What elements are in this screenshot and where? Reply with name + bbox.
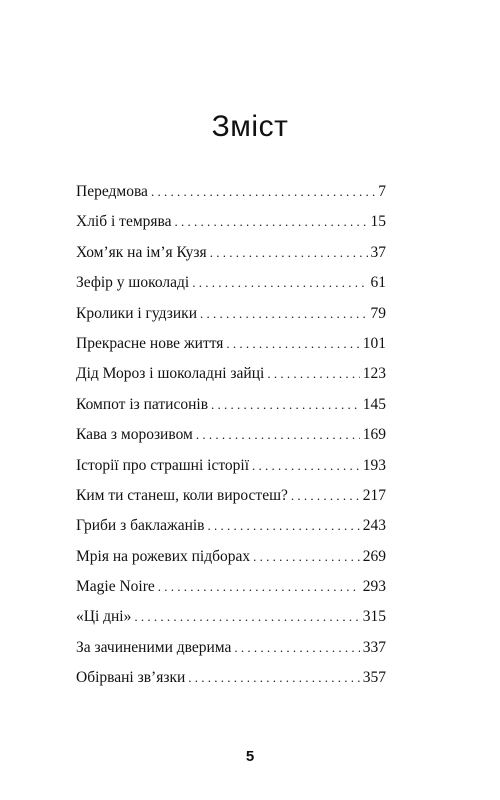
toc-entry-page: 101 bbox=[362, 334, 386, 352]
toc-entry-title: Кролики і гудзики bbox=[76, 304, 197, 322]
toc-entry bbox=[76, 426, 386, 456]
toc-entry-title: За зачиненими дверима bbox=[76, 638, 232, 656]
toc-entry bbox=[76, 365, 386, 395]
dot-leader bbox=[175, 214, 368, 230]
toc-entry bbox=[76, 183, 386, 213]
toc-entry-page: 357 bbox=[362, 669, 386, 687]
dot-leader bbox=[267, 366, 359, 382]
toc-entry-page: 79 bbox=[370, 304, 386, 322]
toc-entry-page: 37 bbox=[370, 243, 386, 261]
toc-entry bbox=[76, 274, 386, 304]
toc-entry-page: 315 bbox=[362, 608, 386, 626]
toc-entry bbox=[76, 457, 386, 487]
toc-entry-title: Хліб і темрява bbox=[76, 213, 172, 231]
toc-entry-title: Компот із патисонів bbox=[76, 395, 209, 413]
toc-entry bbox=[76, 548, 386, 578]
toc-entry-title: Magie Noire bbox=[76, 578, 155, 596]
toc-entry bbox=[76, 487, 386, 517]
page-number: 5 bbox=[245, 748, 255, 765]
dot-leader bbox=[226, 336, 359, 352]
toc-entry-title: Хом’як на ім’я Кузя bbox=[76, 243, 207, 261]
dot-leader bbox=[196, 427, 360, 443]
dot-leader bbox=[210, 245, 368, 261]
dot-leader bbox=[234, 640, 359, 656]
toc-entry-title: Гриби з баклажанів bbox=[76, 517, 205, 535]
dot-leader bbox=[291, 488, 360, 504]
toc-entry-page: 293 bbox=[362, 578, 386, 596]
toc-entry-page: 337 bbox=[362, 638, 386, 656]
toc-entry bbox=[76, 517, 386, 547]
toc-entry bbox=[76, 244, 386, 274]
toc-entry-title: Мрія на рожевих підборах bbox=[76, 547, 251, 565]
toc-entry-title: Передмова bbox=[76, 183, 148, 200]
toc-entry-title: Прекрасне нове життя bbox=[76, 334, 224, 352]
toc-entry-title: Кава з морозивом bbox=[76, 426, 193, 444]
toc-entry bbox=[76, 335, 386, 365]
dot-leader bbox=[208, 518, 360, 534]
dot-leader bbox=[192, 275, 367, 291]
toc-entry bbox=[76, 669, 386, 699]
toc-entry-page: 269 bbox=[362, 547, 386, 565]
toc-entry bbox=[76, 608, 386, 638]
toc-entry-page: 243 bbox=[362, 517, 386, 535]
dot-leader bbox=[188, 670, 359, 686]
toc-entry-page: 123 bbox=[362, 365, 386, 383]
toc-entry-page: 61 bbox=[370, 274, 386, 292]
toc-entry-title: Історії про страшні історії bbox=[76, 456, 250, 474]
toc-entry-title: «Ці дні» bbox=[76, 608, 132, 626]
dot-leader bbox=[253, 549, 360, 565]
toc-entry-title: Зефір у шоколаді bbox=[76, 274, 190, 292]
toc-entry-title: Дід Мороз і шоколадні зайці bbox=[76, 365, 265, 383]
dot-leader bbox=[252, 458, 360, 474]
dot-leader bbox=[211, 397, 360, 413]
toc-entry-page: 15 bbox=[370, 213, 386, 231]
toc-entry-page: 169 bbox=[362, 426, 386, 444]
toc-entry-page: 7 bbox=[378, 183, 386, 200]
toc-entry bbox=[76, 213, 386, 243]
toc-entry bbox=[76, 305, 386, 335]
table-of-contents bbox=[76, 183, 386, 700]
toc-entry-title: Обірвані зв’язки bbox=[76, 669, 186, 687]
toc-entry-page: 145 bbox=[362, 395, 386, 413]
dot-leader bbox=[134, 609, 359, 625]
dot-leader bbox=[200, 306, 368, 322]
toc-entry bbox=[76, 639, 386, 669]
toc-entry-page: 193 bbox=[362, 456, 386, 474]
toc-entry bbox=[76, 578, 386, 608]
toc-entry-title: Ким ти станеш, коли виростеш? bbox=[76, 486, 288, 504]
page-title: Зміст bbox=[211, 110, 289, 143]
dot-leader bbox=[158, 579, 360, 595]
toc-entry-page: 217 bbox=[362, 486, 386, 504]
dot-leader bbox=[151, 184, 375, 200]
toc-entry bbox=[76, 396, 386, 426]
